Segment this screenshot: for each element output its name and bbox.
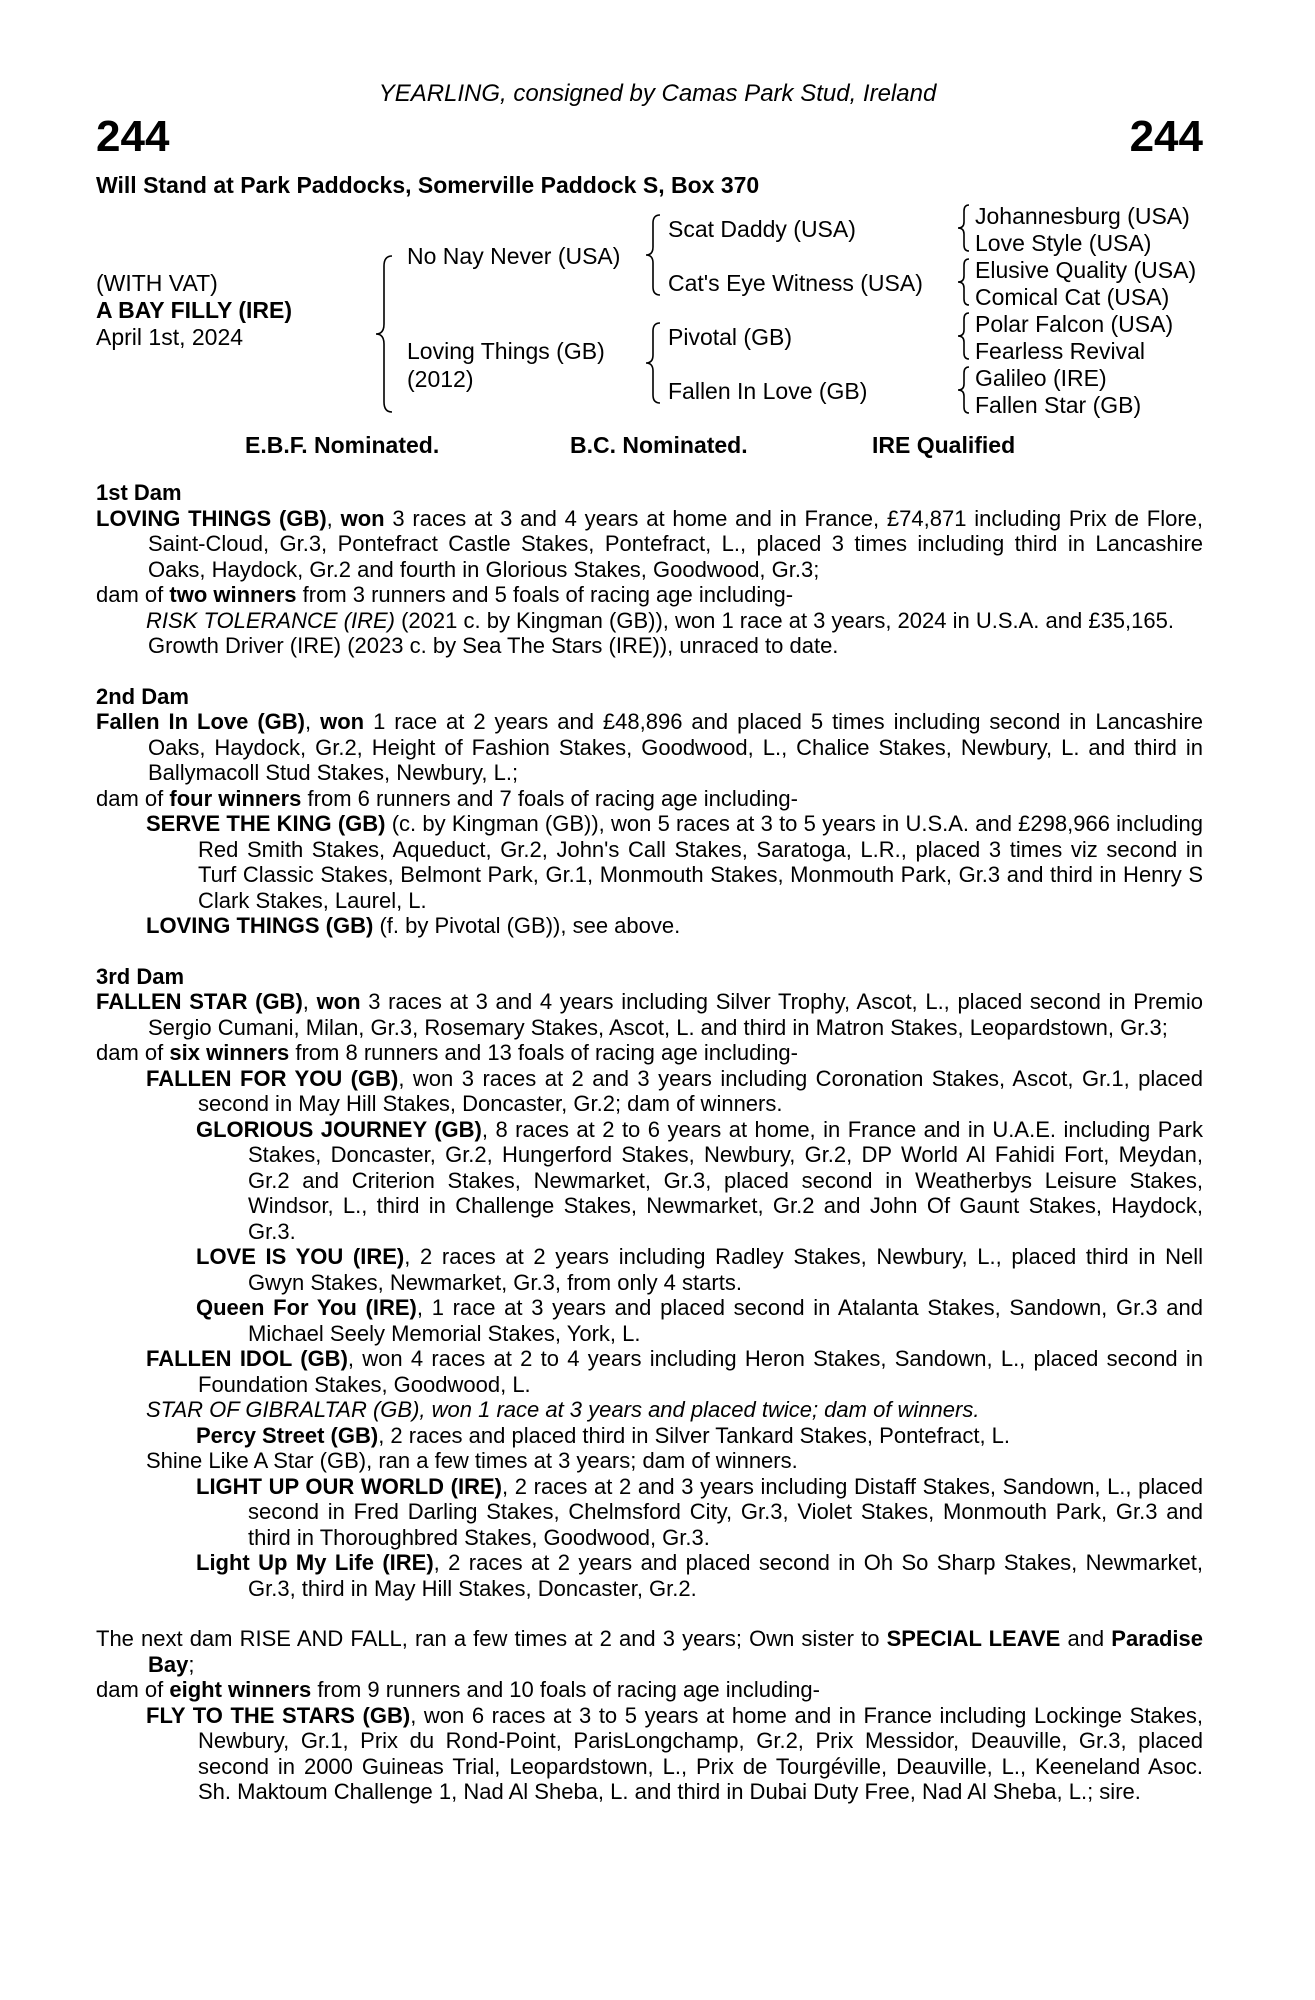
ds-dam: Fearless Revival xyxy=(975,338,1145,364)
lot-number-left: 244 xyxy=(96,112,170,161)
third-dam-foal-2: FALLEN IDOL (GB), won 4 races at 2 to 4 years including Heron Stakes, Sandown, L., placed second in Foundation Stakes, Goodwood, L. xyxy=(146,1346,1203,1397)
third-dam-heading: 3rd Dam xyxy=(96,963,185,989)
first-dam-record: LOVING THINGS (GB), won 3 races at 3 and 4 years at home and in France, £74,871 including Prix de Flore, Saint-Cloud, Gr.3, Pontefract Castle Stakes, Pontefract, L., placed 3 times including third in Lancashire Oaks, Haydock, Gr.2 and fourth in Glorious Stakes, Goodwood, Gr.3; xyxy=(96,505,1204,582)
second-dam-foal-2: LOVING THINGS (GB) (f. by Pivotal (GB)), see above. xyxy=(146,913,681,938)
first-dam-foal-1: RISK TOLERANCE (IRE) (2021 c. by Kingman (GB)), won 1 race at 3 years, 2024 in U.S.A. and £35,165. xyxy=(146,607,1174,633)
consignment-line: YEARLING, consigned by Camas Park Stud, Ireland xyxy=(378,80,937,107)
first-dam-produce: dam of two winners from 3 runners and 5 foals of racing age including- xyxy=(96,582,794,607)
next-dam-foal-1: FLY TO THE STARS (GB), won 6 races at 3 to 5 years at home and in France including Lockinge Stakes, Newbury, Gr.1, Prix du Rond-Point, ParisLongchamp, Gr.2, Prix Messidor, Deauville, Gr.3, placed second in 2000 Guineas Trial, Leopardstown, L., Prix de Tourgéville, Deauville, L., Keeneland Asoc. Sh. Maktoum Challenge 1, Nad Al Sheba, L. and third in Dubai Duty Free, Nad Al Sheba, L.; sire. xyxy=(146,1702,1203,1804)
third-dam-foal-3: STAR OF GIBRALTAR (GB), won 1 race at 3 years and placed twice; dam of winners. xyxy=(146,1397,980,1422)
first-dam-name: LOVING THINGS (GB) xyxy=(96,505,327,531)
sire-dam: Cat's Eye Witness (USA) xyxy=(668,270,923,296)
third-dam-produce: dam of six winners from 8 runners and 13 foals of racing age including- xyxy=(96,1040,798,1065)
dam-narrative xyxy=(96,480,1203,1805)
dd-sire: Galileo (IRE) xyxy=(975,365,1107,391)
brace-ds xyxy=(958,313,969,359)
horse-name: A BAY FILLY (IRE) xyxy=(96,297,292,323)
nomination-bc: B.C. Nominated. xyxy=(570,432,748,458)
third-dam-name: FALLEN STAR (GB) xyxy=(96,989,303,1014)
dd-dam: Fallen Star (GB) xyxy=(975,392,1142,418)
brace-ss xyxy=(958,205,969,251)
dam: Loving Things (GB) xyxy=(407,338,605,364)
second-dam-foal-1: SERVE THE KING (GB) (c. by Kingman (GB)), won 5 races at 3 to 5 years in U.S.A. and £298,966 including Red Smith Stakes, Aqueduct, Gr.2, John's Call Stakes, Saratoga, L.R., placed 3 times viz second in Turf Classic Stakes, Belmont Park, Gr.1, Monmouth Stakes, Monmouth Park, Gr.3 and third in Henry S Clark Stakes, Laurel, L. xyxy=(146,811,1203,913)
third-dam-grandfoal-4: Percy Street (GB), 2 races and placed third in Silver Tankard Stakes, Pontefract, L. xyxy=(196,1422,1011,1448)
nomination-ebf: E.B.F. Nominated. xyxy=(245,432,440,458)
nomination-ire: IRE Qualified xyxy=(872,432,1016,458)
sire: No Nay Never (USA) xyxy=(407,243,621,269)
third-dam-grandfoal-2: LOVE IS YOU (IRE), 2 races at 2 years including Radley Stakes, Newbury, L., placed third in Nell Gwyn Stakes, Newmarket, Gr.3, from only 4 starts. xyxy=(196,1244,1203,1295)
next-dam-record: The next dam RISE AND FALL, ran a few times at 2 and 3 years; Own sister to SPECIAL LEAVE and Paradise Bay; xyxy=(96,1626,1203,1677)
third-dam-grandfoal-5: LIGHT UP OUR WORLD (IRE), 2 races at 2 and 3 years including Distaff Stakes, Sandown, L., placed second in Fred Darling Stakes, Chelmsford City, Gr.3, Violet Stakes, Monmouth Park, Gr.3 and third in Thoroughbred Stakes, Goodwood, Gr.3. xyxy=(196,1473,1203,1550)
lot-number-right: 244 xyxy=(1129,112,1203,161)
pedigree-braces xyxy=(0,0,1315,440)
first-dam-heading: 1st Dam xyxy=(96,480,182,505)
brace-horse xyxy=(376,256,392,412)
ds-sire: Polar Falcon (USA) xyxy=(975,311,1174,337)
vat-label: (WITH VAT) xyxy=(96,270,218,296)
brace-dam xyxy=(646,323,660,403)
sire-sire: Scat Daddy (USA) xyxy=(668,216,856,242)
third-dam-foal-1: FALLEN FOR YOU (GB), won 3 races at 2 and 3 years including Coronation Stakes, Ascot, Gr.1, placed second in May Hill Stakes, Doncaster, Gr.2; dam of winners. xyxy=(146,1065,1203,1116)
second-dam-produce: dam of four winners from 6 runners and 7 foals of racing age including- xyxy=(96,785,798,811)
third-dam-record: FALLEN STAR (GB), won 3 races at 3 and 4 years including Silver Trophy, Ascot, L., placed second in Premio Sergio Cumani, Milan, Gr.3, Rosemary Stakes, Ascot, L. and third in Matron Stakes, Leopardstown, Gr.3; xyxy=(96,989,1203,1040)
sd-sire: Elusive Quality (USA) xyxy=(975,257,1197,283)
next-dam-produce: dam of eight winners from 9 runners and 10 foals of racing age including- xyxy=(96,1677,820,1702)
brace-dd xyxy=(958,367,969,413)
stand-location: Will Stand at Park Paddocks, Somerville Paddock S, Box 370 xyxy=(96,172,760,198)
third-dam-grandfoal-6: Light Up My Life (IRE), 2 races at 2 years and placed second in Oh So Sharp Stakes, Newmarket, Gr.3, third in May Hill Stakes, Doncaster, Gr.2. xyxy=(196,1550,1204,1601)
sd-dam: Comical Cat (USA) xyxy=(975,284,1170,310)
brace-sd xyxy=(958,259,969,305)
dam-dam: Fallen In Love (GB) xyxy=(668,378,868,404)
foaled-date: April 1st, 2024 xyxy=(96,324,244,350)
third-dam-grandfoal-1: GLORIOUS JOURNEY (GB), 8 races at 2 to 6 years at home, in France and in U.A.E. including Park Stakes, Doncaster, Gr.2, Hungerford Stakes, Newbury, Gr.2, DP World Al Fahidi Fort, Meydan, Gr.2 and Criterion Stakes, Newmarket, Gr.3, placed second in Weatherbys Leisure Stakes, Windsor, L., third in Challenge Stakes, Newmarket, Gr.2 and John Of Gaunt Stakes, Haydock, Gr.3. xyxy=(196,1116,1203,1244)
second-dam-record: Fallen In Love (GB), won 1 race at 2 years and £48,896 and placed 5 times including second in Lancashire Oaks, Haydock, Gr.2, Height of Fashion Stakes, Goodwood, L., Chalice Stakes, Newbury, L. and third in Ballymacoll Stud Stakes, Newbury, L.; xyxy=(96,709,1203,785)
third-dam-grandfoal-3: Queen For You (IRE), 1 race at 3 years and placed second in Atalanta Stakes, Sandown, Gr.3 and Michael Seely Memorial Stakes, York, L. xyxy=(196,1295,1203,1346)
first-dam-foal-2: Growth Driver (IRE) (2023 c. by Sea The Stars (IRE)), unraced to date. xyxy=(148,633,839,658)
third-dam-foal-4: Shine Like A Star (GB), ran a few times at 3 years; dam of winners. xyxy=(146,1448,798,1473)
brace-sire xyxy=(646,215,660,295)
ss-dam: Love Style (USA) xyxy=(975,230,1152,256)
dam-sire: Pivotal (GB) xyxy=(668,324,792,350)
dam-year: (2012) xyxy=(407,366,474,392)
second-dam-heading: 2nd Dam xyxy=(96,683,189,709)
second-dam-name: Fallen In Love (GB) xyxy=(96,709,306,734)
ss-sire: Johannesburg (USA) xyxy=(975,203,1190,229)
